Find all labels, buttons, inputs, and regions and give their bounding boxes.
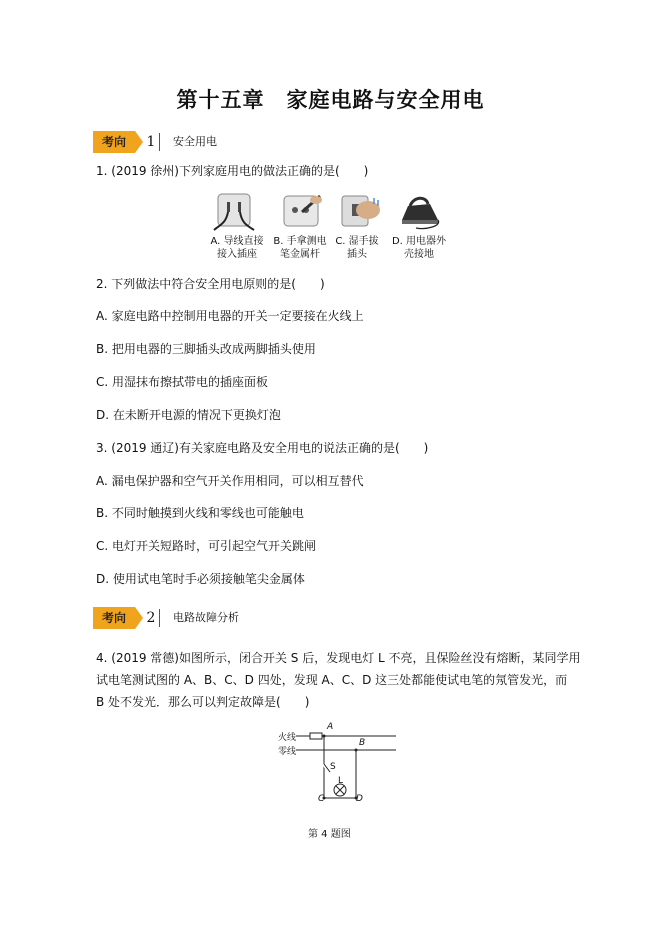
switch-label: S xyxy=(330,762,336,772)
socket-wire-image xyxy=(212,190,256,232)
q2-option-d: D. 在未断开电源的情况下更换灯泡 xyxy=(96,408,281,422)
q1-option-c xyxy=(334,235,380,261)
fuse-icon xyxy=(310,733,322,739)
q1-option-a-line1: A. 导线直接 xyxy=(210,236,264,247)
q4-line-2: 试电笔测试图的 A、B、C、D 四处，发现 A、C、D 这三处都能使试电笔的氖管发光，而 xyxy=(96,673,568,687)
section-name: 安全用电 xyxy=(173,135,217,148)
figure-caption: 第 4 题图 xyxy=(308,829,351,840)
wet-hand-plug-image xyxy=(338,190,382,232)
iron-ground-image xyxy=(396,190,442,232)
tag-arrow-icon xyxy=(135,131,143,153)
q1-option-d xyxy=(388,235,450,261)
q2-option-b: B. 把用电器的三脚插头改成两脚插头使用 xyxy=(96,342,316,356)
section-tag-label: 考向 xyxy=(93,131,135,153)
q1-option-d-line2: 壳接地 xyxy=(404,249,434,260)
q3-option-c: C. 电灯开关短路时，可引起空气开关跳闸 xyxy=(96,539,317,553)
q1-option-d-line1: D. 用电器外 xyxy=(391,236,447,247)
neutral-wire-label: 零线 xyxy=(278,747,297,757)
q4-line-3: B 处不发光．那么可以判定故障是( ) xyxy=(96,695,310,709)
divider xyxy=(159,133,160,151)
live-wire-label: 火线 xyxy=(278,733,297,743)
q4-line-1: 4. (2019 常德)如图所示，闭合开关 S 后，发现电灯 L 不亮，且保险丝没有熔断，某同学用 xyxy=(96,651,581,665)
point-d-label: D xyxy=(356,794,363,804)
section-tag-2 xyxy=(93,607,283,629)
tag-arrow-icon xyxy=(135,607,143,629)
page-title: 第十五章 家庭电路与安全用电 xyxy=(176,88,485,112)
section-number: 2 xyxy=(146,610,156,626)
q3-option-d: D. 使用试电笔时手必须接触笔尖金属体 xyxy=(96,572,305,586)
q1-option-a-line2: 接入插座 xyxy=(217,249,257,260)
point-c-label: C xyxy=(318,794,325,804)
section-tag-1 xyxy=(93,131,283,153)
point-b-label: B xyxy=(359,738,366,748)
q1-stem: 1. (2019 徐州)下列家庭用电的做法正确的是( ) xyxy=(96,164,369,178)
section-tag-label: 考向 xyxy=(93,607,135,629)
point-a-label: A xyxy=(327,722,334,732)
q2-option-a: A. 家庭电路中控制用电器的开关一定要接在火线上 xyxy=(96,309,364,323)
section-name: 电路故障分析 xyxy=(173,611,239,624)
q1-option-b xyxy=(270,235,330,261)
q1-option-c-line2: 插头 xyxy=(347,249,367,260)
q1-option-c-line1: C. 湿手拔 xyxy=(335,236,379,247)
q3-option-b: B. 不同时触摸到火线和零线也可能触电 xyxy=(96,506,304,520)
q3-option-a: A. 漏电保护器和空气开关作用相同，可以相互替代 xyxy=(96,474,364,488)
q2-option-c: C. 用湿抹布擦拭带电的插座面板 xyxy=(96,375,269,389)
divider xyxy=(159,609,160,627)
test-pen-image xyxy=(280,190,324,232)
q1-option-a xyxy=(208,235,266,261)
q3-stem: 3. (2019 通辽)有关家庭电路及安全用电的说法正确的是( ) xyxy=(96,441,429,455)
section-number: 1 xyxy=(146,134,156,150)
q2-stem: 2. 下列做法中符合安全用电原则的是( ) xyxy=(96,277,325,291)
q1-option-b-line1: B. 手拿测电 xyxy=(273,236,327,247)
q1-option-b-line2: 笔金属杆 xyxy=(280,249,320,260)
lamp-label: L xyxy=(338,776,344,786)
